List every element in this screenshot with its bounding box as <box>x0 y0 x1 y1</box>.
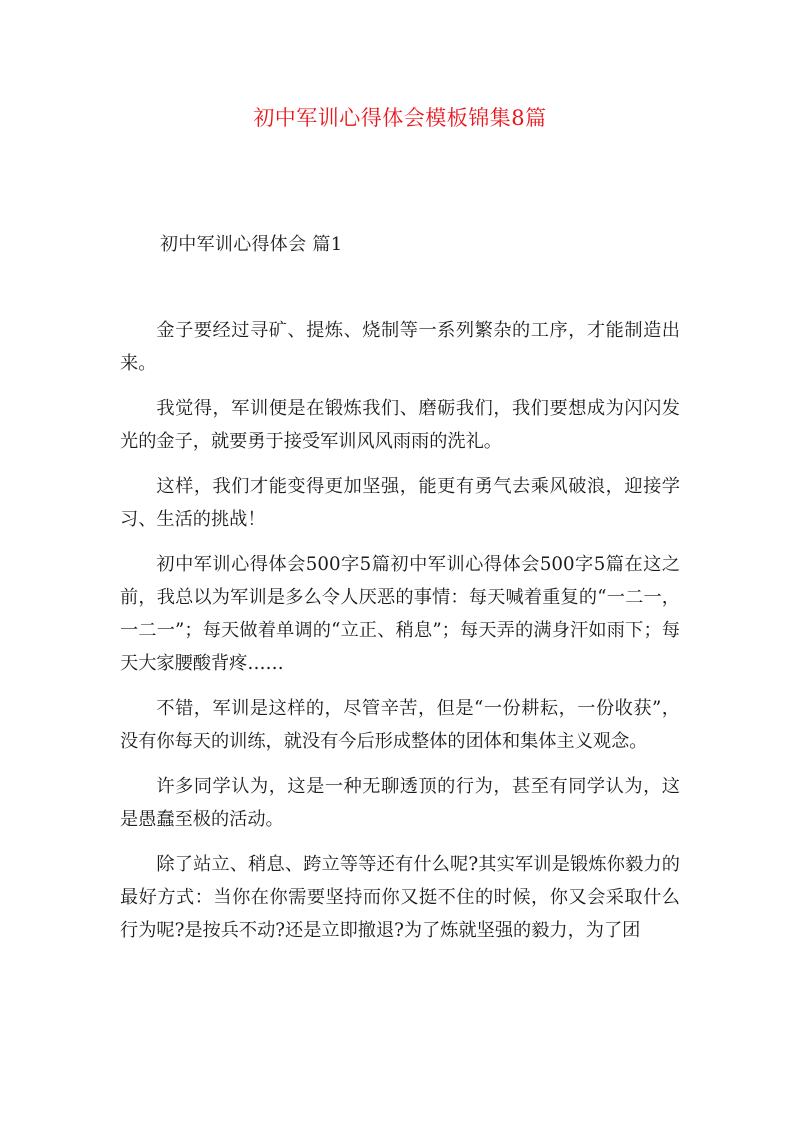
paragraph: 这样，我们才能变得更加坚强，能更有勇气去乘风破浪，迎接学习、生活的挑战！ <box>120 476 680 530</box>
paragraph: 除了站立、稍息、跨立等等还有什么呢?其实军训是锻炼你毅力的最好方式：当你在你需要坚持而你又挺不住的时候，你又会采取什么行为呢?是按兵不动?还是立即撤退?为了炼就坚强的毅力，为了团 <box>120 854 680 941</box>
section-heading: 初中军训心得体会 篇1 <box>160 234 343 255</box>
paragraph: 我觉得，军训便是在锻炼我们、磨砺我们，我们要想成为闪闪发光的金子，就要勇于接受军训风风雨雨的洗礼。 <box>120 398 680 452</box>
paragraph: 不错，军训是这样的，尽管辛苦，但是“一份耕耘，一份收获”，没有你每天的训练，就没有今后形成整体的团体和集体主义观念。 <box>120 698 680 752</box>
paragraph: 初中军训心得体会500字5篇初中军训心得体会500字5篇在这之前，我总以为军训是多么令人厌恶的事情：每天喊着重复的“一二一，一二一”；每天做着单调的“立正、稍息”；每天弄的满身汗如雨下；每天大家腰酸背疼…… <box>120 554 680 674</box>
document-title: 初中军训心得体会模板锦集8篇 <box>253 106 547 130</box>
paragraph: 金子要经过寻矿、提炼、烧制等一系列繁杂的工序，才能制造出来。 <box>120 320 680 374</box>
paragraph: 许多同学认为，这是一种无聊透顶的行为，甚至有同学认为，这是愚蠢至极的活动。 <box>120 776 680 830</box>
document-body <box>120 314 680 959</box>
